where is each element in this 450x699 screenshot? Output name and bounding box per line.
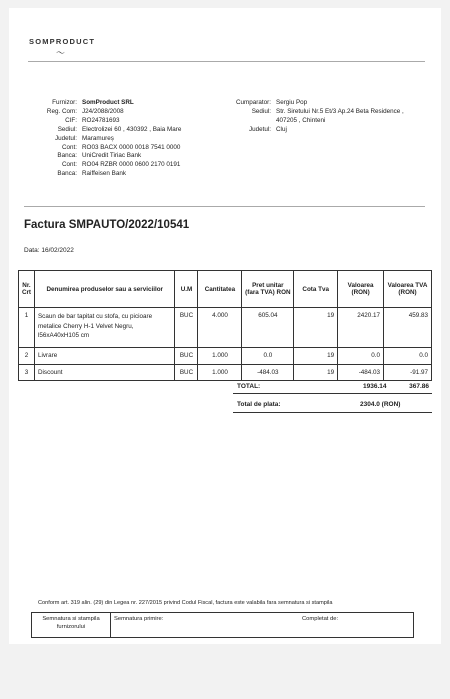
col-vat-rate: Cota Tva bbox=[294, 271, 338, 308]
table-header bbox=[19, 271, 432, 308]
col-nr: Nr. Crt bbox=[19, 271, 35, 308]
col-unit-price: Pret unitar (fara TVA) RON bbox=[242, 271, 294, 308]
table-row: 1 Scaun de bar tapitat cu stofa, cu picioare metalice Cherry H-1 Velvet Negru, l56xA40xH105 cm BUC 4.000 605.04 19 2420.17 459.83 bbox=[19, 308, 432, 348]
col-vat-value: Valoarea TVA (RON) bbox=[384, 271, 432, 308]
receipt-signature: Semnatura primire: bbox=[114, 616, 164, 622]
invoice-title: Factura SMPAUTO/2022/10541 bbox=[24, 219, 190, 231]
col-um: U.M bbox=[175, 271, 198, 308]
completed-by: Completat de: bbox=[302, 616, 339, 622]
supplier-block: Furnizor: SomProduct SRL Reg. Com: J24/2088/2008 CIF: RO24781693 Sediul: Electrolizei 60 , 430392 , Baia Mare Judetul: Maramureș Cont: RO03 BACX 0000 0018 7541 0000 Banca: UniCredit Tiriac Bank Cont: RO04 RZBR 0000 0600 2170 0191 Banca: Raiffeisen Bank bbox=[46, 99, 182, 178]
table-row: 2 Livrare BUC 1.000 0.0 19 0.0 0.0 bbox=[19, 348, 432, 365]
info-divider bbox=[24, 206, 425, 207]
col-description: Denumirea produselor sau a serviciilor bbox=[34, 271, 175, 308]
brand-wave-icon: 〜 bbox=[56, 48, 66, 58]
invoice-date: Data: 16/02/2022 bbox=[24, 247, 74, 254]
signature-box bbox=[31, 612, 414, 638]
items-table bbox=[18, 270, 432, 381]
col-value: Valoarea (RON) bbox=[338, 271, 384, 308]
supplier-signature: Semnatura si stampila furnizorului bbox=[32, 613, 111, 637]
brand-logo: SOMPRODUCT bbox=[29, 37, 96, 46]
col-quantity: Cantitatea bbox=[198, 271, 242, 308]
total-row: TOTAL: 1936.14 367.86 bbox=[233, 380, 432, 394]
total-to-pay-row: Total de plata: 2304.0 (RON) bbox=[233, 394, 432, 413]
header-divider bbox=[28, 61, 425, 62]
legal-note: Conform art. 319 alin. (29) din Legea nr. 227/2015 privind Codul Fiscal, factura este valabila fara semnatura si stampila bbox=[38, 600, 333, 606]
buyer-block: Cumparator: Sergiu Pop Sediul: Str. Siretului Nr.5 Et/3 Ap.24 Beta Residence , 407205 , Chinteni Judetul: Cluj bbox=[236, 99, 404, 133]
table-row: 3 Discount BUC 1.000 -484.03 19 -484.03 -91.97 bbox=[19, 365, 432, 381]
